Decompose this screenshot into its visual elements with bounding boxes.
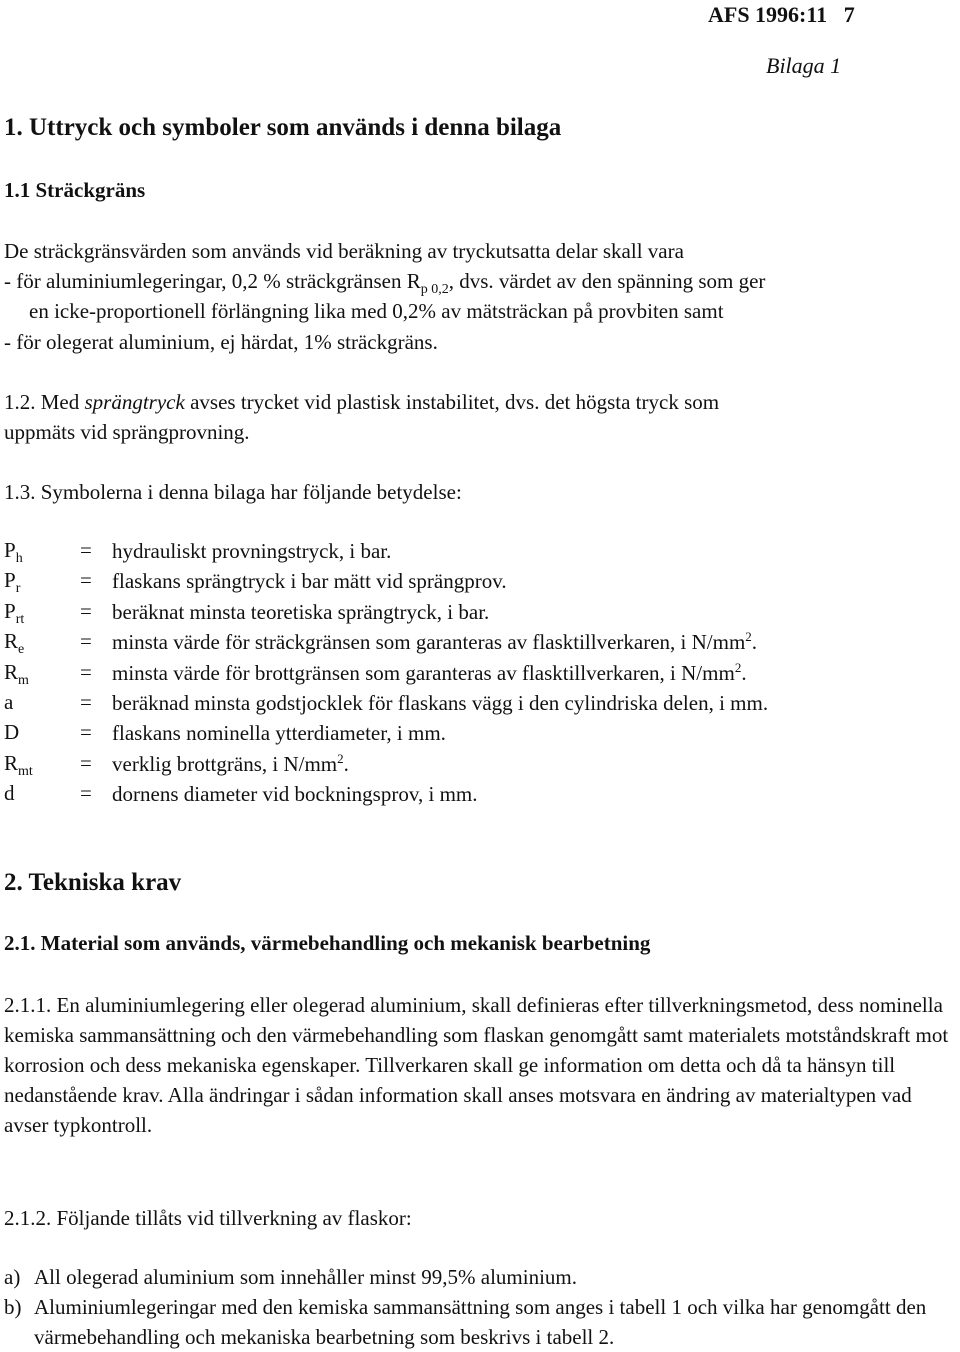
paragraph-2-1-2: 2.1.2. Följande tillåts vid tillverkning av flaskor:	[4, 1206, 412, 1230]
section-1-heading: 1. Uttryck och symboler som används i denna bilaga	[4, 114, 562, 141]
symbol-base: R	[4, 751, 19, 775]
symbol-equals: =	[80, 720, 92, 744]
yield-item-alloy-text-b: , dvs. värdet av den spänning som ger	[448, 269, 766, 293]
symbol-definition	[112, 629, 757, 655]
list-item-b-label: b)	[4, 1295, 22, 1319]
symbol	[4, 568, 20, 597]
symbol	[4, 538, 23, 567]
document-id	[708, 2, 855, 28]
symbol	[4, 690, 13, 719]
symbol-definition-text: minsta värde för brottgränsen som garanteras av flasktillverkaren, i N/mm	[112, 661, 735, 685]
symbol-definition-superscript: 2	[337, 751, 344, 766]
symbol-equals: =	[80, 538, 92, 562]
symbol-definition-text: minsta värde för sträckgränsen som garanteras av flasktillverkaren, i N/mm	[112, 630, 746, 654]
symbol	[4, 720, 19, 749]
symbol-definition-text: beräknad minsta godstjocklek för flaskans vägg i den cylindriska delen, i mm.	[112, 691, 769, 715]
symbol-subscript: h	[15, 551, 23, 566]
subsection-1-1-heading: 1.1 Sträckgräns	[4, 178, 146, 202]
burst-definition-line2: uppmäts vid sprängprovning.	[4, 420, 250, 444]
symbol	[4, 751, 33, 780]
symbol-subscript: mt	[18, 764, 33, 779]
symbol-base: D	[4, 720, 20, 744]
symbol-definition-superscript: 2	[734, 660, 742, 675]
burst-definition-rest: avses trycket vid plastisk instabilitet, dvs. det högsta tryck som	[184, 390, 720, 414]
symbol-subscript: rt	[15, 612, 25, 627]
symbol-definition-text: hydrauliskt provningstryck, i bar.	[112, 539, 392, 563]
symbol-base: R	[4, 629, 19, 653]
symbol-equals: =	[80, 599, 92, 623]
symbol-equals: =	[80, 568, 92, 592]
symbol-equals: =	[80, 690, 92, 714]
burst-term: sprängtryck	[84, 390, 185, 414]
symbol-base: R	[4, 660, 19, 684]
yield-item-alloy-text-a: - för aluminiumlegeringar, 0,2 % sträckgränsen R	[4, 269, 421, 293]
symbol-subscript: e	[18, 642, 25, 657]
yield-symbol-subscript: p 0,2	[420, 282, 449, 297]
burst-definition-prefix: 1.2. Med	[4, 390, 85, 414]
symbol-base: P	[4, 599, 16, 623]
yield-item-unalloyed: - för olegerat aluminium, ej härdat, 1% sträckgräns.	[4, 330, 438, 354]
symbol-base: P	[4, 568, 16, 592]
symbol-base: d	[4, 781, 15, 805]
symbol-base: a	[4, 690, 14, 714]
symbol	[4, 781, 15, 810]
symbol-definition-text: flaskans sprängtryck i bar mätt vid sprängprov.	[112, 569, 507, 593]
symbol-subscript: r	[15, 581, 21, 596]
burst-definition	[4, 387, 719, 417]
list-item-a: All olegerad aluminium som innehåller minst 99,5% aluminium.	[34, 1265, 577, 1289]
yield-item-alloy-continuation: en icke-proportionell förlängning lika med 0,2% av mätsträckan på provbiten samt	[29, 299, 724, 323]
symbol-definition	[112, 660, 747, 686]
symbols-intro: 1.3. Symbolerna i denna bilaga har följande betydelse:	[4, 480, 462, 504]
symbol-definition	[112, 568, 507, 594]
symbol-definition	[112, 538, 391, 564]
symbol-equals: =	[80, 751, 92, 775]
subsection-2-1-heading: 2.1. Material som används, värmebehandling och mekanisk bearbetning	[4, 931, 651, 955]
symbol-equals: =	[80, 781, 92, 805]
symbol-definition-end: .	[343, 752, 349, 776]
paragraph-2-1-1: 2.1.1. En aluminiumlegering eller olegerad aluminium, skall definieras efter tillverkningsmetod, dess nominella kemiska sammansättning och den värmebehandling som flaskan genomgått samt materialets motståndskraft mot korrosion och dess mekaniska egenskaper. Tillverkaren skall ge information om detta och då ta hänsyn till nedanstående krav. Alla ändringar i sådan information skall anses motsvara en ändring av materialtypen vad avser typkontroll.	[4, 993, 949, 1137]
symbol-definition	[112, 781, 478, 807]
symbol-base: P	[4, 538, 16, 562]
document-code: AFS 1996:11	[708, 2, 828, 27]
symbol-subscript: m	[18, 673, 29, 688]
page-number: 7	[843, 2, 855, 27]
yield-intro: De sträckgränsvärden som används vid beräkning av tryckutsatta delar skall vara	[4, 239, 684, 263]
symbol-definition-superscript: 2	[745, 629, 752, 644]
symbol-definition	[112, 690, 768, 716]
appendix-label: Bilaga 1	[766, 53, 842, 78]
symbol-definition-text: flaskans nominella ytterdiameter, i mm.	[112, 721, 446, 745]
symbol	[4, 660, 29, 689]
symbol-definition-end: .	[741, 661, 747, 685]
symbol-definition	[112, 751, 349, 777]
section-2-heading: 2. Tekniska krav	[4, 869, 182, 896]
symbol-definition-end: .	[751, 630, 758, 654]
symbol-definition-text: beräknat minsta teoretiska sprängtryck, i bar.	[112, 600, 490, 624]
symbol-definition	[112, 599, 489, 625]
symbol	[4, 629, 24, 658]
symbol-definition	[112, 720, 446, 746]
symbol-definition-text: dornens diameter vid bockningsprov, i mm.	[112, 782, 478, 806]
symbol-equals: =	[80, 629, 92, 653]
list-item-a-label: a)	[4, 1265, 21, 1289]
symbol-definition-text: verklig brottgräns, i N/mm	[112, 752, 338, 776]
symbol	[4, 599, 24, 628]
symbol-equals: =	[80, 660, 92, 684]
list-item-b: Aluminiumlegeringar med den kemiska sammansättning som anges i tabell 1 och vilka har genomgått den värmebehandling och mekaniska bearbetning som beskrivs i tabell 2.	[34, 1295, 927, 1349]
